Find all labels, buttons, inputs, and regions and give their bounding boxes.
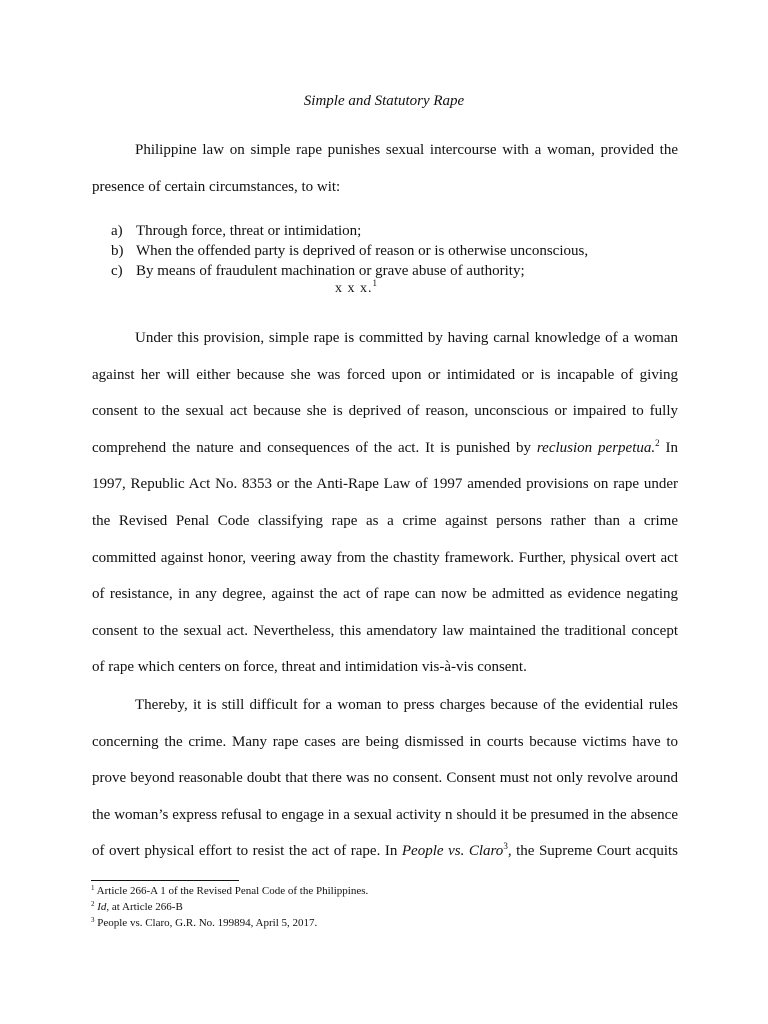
italic-term: reclusion perpetua. xyxy=(536,439,656,456)
text-line: committed against honor, veering away from the chastity framework. Further, physical overt act xyxy=(92,549,678,566)
list-item xyxy=(111,221,671,241)
list-text: When the offended party is deprived of reason or is otherwise unconscious, xyxy=(136,243,589,259)
list-marker: b) xyxy=(111,243,124,259)
list-text: By means of fraudulent machination or grave abuse of authority; xyxy=(136,263,525,279)
footnote-italic: Id xyxy=(97,901,107,913)
text-line: Philippine law on simple rape punishes sexual intercourse with a woman, provided the xyxy=(135,142,678,158)
footnote-1 xyxy=(91,885,368,897)
list-marker: a) xyxy=(111,223,123,239)
text-line: consent to the sexual act. Nevertheless, this amendatory law maintained the traditional concept xyxy=(92,622,678,639)
omission-mark xyxy=(335,278,378,297)
footnote-divider xyxy=(91,880,239,881)
text-line: Under this provision, simple rape is committed by having carnal knowledge of a woman xyxy=(135,330,678,346)
text-line: of rape which centers on force, threat and intimidation vis-à-vis consent. xyxy=(92,659,527,676)
text-line: prove beyond reasonable doubt that there was no consent. Consent must not only revolve around xyxy=(92,770,678,787)
list-item xyxy=(111,261,671,281)
footnote-ref-3[interactable]: 3 xyxy=(503,841,508,852)
paragraph-evidential-rules xyxy=(92,695,678,878)
text-line: concerning the crime. Many rape cases are being dismissed in courts because victims have to xyxy=(92,733,678,750)
italic-case-name: People vs. Claro xyxy=(401,843,504,860)
list-text: Through force, threat or intimidation; xyxy=(136,223,362,239)
footnote-2 xyxy=(91,901,183,913)
list-marker: c) xyxy=(111,263,123,279)
text-line xyxy=(92,841,678,878)
text-line: the Revised Penal Code classifying rape as a crime against persons rather than a crime xyxy=(92,512,678,529)
list-item xyxy=(111,241,671,261)
text-line: the woman’s express refusal to engage in a sexual activity n should it be presumed in the absence xyxy=(92,806,678,823)
paragraph-intro xyxy=(92,140,678,213)
paragraph-simple-rape xyxy=(92,328,678,694)
text-run: of overt physical effort to resist the act of rape. In xyxy=(92,843,402,860)
footnote-3 xyxy=(91,917,317,929)
text-line: presence of certain circumstances, to wit: xyxy=(92,178,341,195)
footnote-text: , at Article 266-B xyxy=(106,901,183,913)
footnote-number: 2 xyxy=(91,900,95,908)
omission-text: x x x. xyxy=(335,281,373,296)
text-line: of resistance, in any degree, against the act of rape can now be admitted as evidence negating xyxy=(92,586,678,603)
text-line: consent to the sexual act because she is deprived of reason, unconscious or impaired to fully xyxy=(92,403,678,420)
page-title: Simple and Statutory Rape xyxy=(303,93,465,109)
footnote-ref-1[interactable]: 1 xyxy=(372,278,378,288)
footnote-text: Article 266-A 1 of the Revised Penal Code of the Philippines. xyxy=(96,885,369,897)
text-line: against her will either because she was forced upon or intimidated or is incapable of giving xyxy=(92,366,678,383)
footnote-number: 3 xyxy=(91,916,95,924)
footnote-text: People vs. Claro, G.R. No. 199894, April 5, 2017. xyxy=(97,917,318,929)
text-line xyxy=(92,438,678,475)
text-line: 1997, Republic Act No. 8353 or the Anti-Rape Law of 1997 amended provisions on rape under xyxy=(92,476,678,493)
circumstances-list xyxy=(111,221,671,281)
footnote-number: 1 xyxy=(91,884,95,892)
text-run: comprehend the nature and consequences of the act. It is punished by xyxy=(92,439,537,456)
text-run: In xyxy=(659,439,678,456)
text-line: Thereby, it is still difficult for a woman to press charges because of the evidential rules xyxy=(135,697,678,713)
footnote-ref-2[interactable]: 2 xyxy=(655,437,660,448)
text-run: , the Supreme Court acquits xyxy=(507,843,678,860)
